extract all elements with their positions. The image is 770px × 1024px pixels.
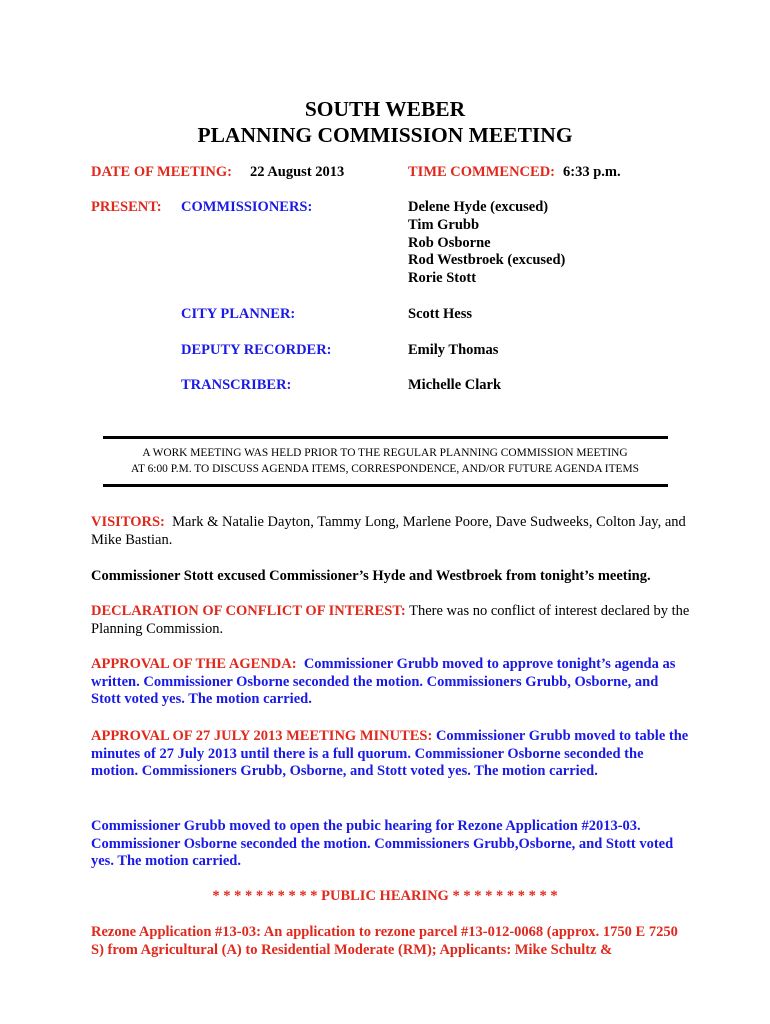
visitors-label: VISITORS:: [91, 514, 165, 530]
rezone-application-paragraph: Rezone Application #13-03: An application to rezone parcel #13-012-0068 (approx. 1750 E 7250 S) from Agricultural (A) to Residential Moderate (RM); Applicants: Mike Schultz &: [91, 924, 678, 958]
present-label: PRESENT:: [91, 199, 162, 215]
bottom-divider: [103, 484, 668, 487]
agenda-text: Commissioner Grubb moved to approve tonight’s agenda as written. Commissioner Osborne seconded the motion. Commissioners Grubb, Osborne, and Stott voted yes. The motion carried.: [91, 656, 676, 707]
commissioner-name: Tim Grubb: [408, 217, 480, 233]
visitors-paragraph: [91, 514, 691, 549]
title-line-1: SOUTH WEBER: [304, 97, 466, 121]
public-hearing-heading: * * * * * * * * * * PUBLIC HEARING * * * * * * * * * *: [212, 888, 558, 904]
transcriber-name: Michelle Clark: [408, 377, 502, 393]
excused-statement: Commissioner Stott excused Commissioner’s Hyde and Westbroek from tonight’s meeting.: [91, 568, 651, 584]
top-divider: [103, 436, 668, 439]
conflict-label: DECLARATION OF CONFLICT OF INTEREST:: [91, 603, 406, 619]
commissioner-name: Delene Hyde (excused): [408, 199, 549, 215]
date-value: 22 August 2013: [250, 164, 345, 180]
work-meeting-notice-line-2: AT 6:00 P.M. TO DISCUSS AGENDA ITEMS, CORRESPONDENCE, AND/OR FUTURE AGENDA ITEMS: [131, 463, 639, 475]
minutes-label: APPROVAL OF 27 JULY 2013 MEETING MINUTES:: [91, 728, 433, 744]
title-line-2: PLANNING COMMISSION MEETING: [197, 123, 573, 147]
commissioner-name: Rod Westbroek (excused): [408, 252, 566, 268]
time-label: TIME COMMENCED:: [408, 164, 556, 180]
work-meeting-notice-line-1: A WORK MEETING WAS HELD PRIOR TO THE REGULAR PLANNING COMMISSION MEETING: [142, 447, 628, 459]
commissioner-name: Rob Osborne: [408, 234, 491, 251]
minutes-paragraph: [91, 728, 691, 781]
agenda-label: APPROVAL OF THE AGENDA:: [91, 656, 297, 672]
conflict-text: There was no conflict of interest declared by the Planning Commission.: [91, 603, 690, 637]
deputy-recorder-name: Emily Thomas: [408, 342, 499, 358]
agenda-paragraph: [91, 656, 691, 709]
city-planner-name: Scott Hess: [408, 306, 473, 322]
public-hearing-motion: Commissioner Grubb moved to open the pubic hearing for Rezone Application #2013-03. Commissioner Osborne seconded the motion. Commissioners Grubb,Osborne, and Stott voted yes. The motion carried.: [91, 818, 674, 869]
transcriber-label: TRANSCRIBER:: [181, 377, 292, 393]
commissioners-label: COMMISSIONERS:: [181, 199, 313, 215]
minutes-text: Commissioner Grubb moved to table the minutes of 27 July 2013 until there is a full quorum. Commissioner Osborne seconded the motion. Commissioners Grubb, Osborne, and Stott voted yes. The motion carried.: [91, 728, 689, 779]
visitors-text: Mark & Natalie Dayton, Tammy Long, Marlene Poore, Dave Sudweeks, Colton Jay, and Mike Bastian.: [91, 514, 686, 548]
conflict-paragraph: [91, 603, 691, 638]
deputy-recorder-label: DEPUTY RECORDER:: [181, 342, 332, 358]
commissioner-name: Rorie Stott: [408, 270, 477, 286]
date-label: DATE OF MEETING:: [91, 164, 232, 180]
city-planner-label: CITY PLANNER:: [181, 306, 296, 322]
time-value: 6:33 p.m.: [563, 164, 621, 180]
